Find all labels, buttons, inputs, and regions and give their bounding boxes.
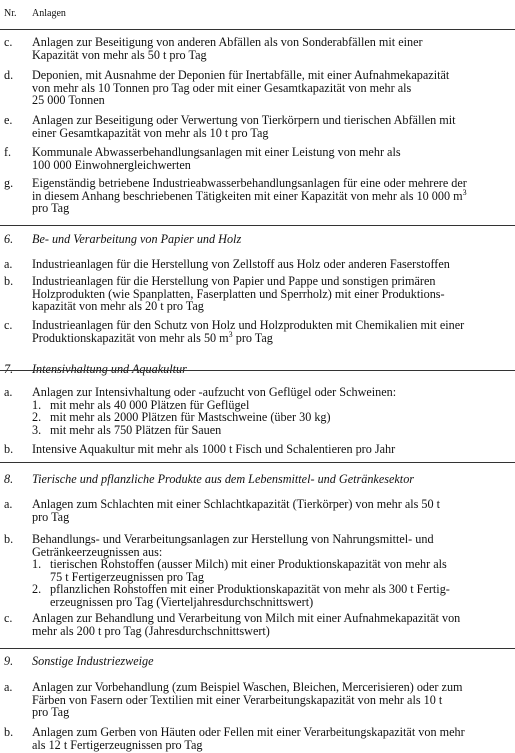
text-line: Tierische und pflanzliche Produkte aus dem Lebensmittel- und Getränkesektor — [32, 472, 415, 486]
list-item-number: 1. — [32, 397, 42, 412]
row-number: 8. — [4, 472, 14, 486]
row-text — [32, 275, 512, 313]
row-number: d. — [4, 68, 14, 82]
row-number: e. — [4, 113, 13, 127]
text-line: 25 000 Tonnen — [32, 93, 105, 107]
text-line: mit mehr als 40 000 Plätzen für Geflügel — [50, 397, 250, 412]
row-text — [32, 533, 512, 558]
text-line: pflanzlichen Rohstoffen mit einer Produktionskapazität von mehr als 300 t Fertig- — [50, 582, 450, 596]
text-line: 100 000 Einwohnergleichwerten — [32, 157, 191, 172]
text-line: Färben von Fasern oder Textilien mit einer Verarbeitungskapazität von mehr als 10 t — [32, 692, 443, 707]
row-text — [32, 498, 512, 523]
text-line: mit mehr als 750 Plätzen für Sauen — [50, 422, 222, 437]
row-text — [32, 36, 512, 61]
text-line: Kommunale Abwasserbehandlungsanlagen mit einer Leistung von mehr als — [32, 145, 401, 159]
row-text — [32, 114, 512, 139]
text-tail: pro Tag — [232, 330, 273, 345]
list-item-text — [50, 411, 331, 424]
row-number: 6. — [4, 232, 14, 246]
superscript: 3 — [462, 187, 467, 197]
text-line: von mehr als 10 Tonnen pro Tag oder mit einer Gesamtkapazität von mehr als — [32, 80, 412, 95]
header-nr: Nr. — [4, 8, 17, 19]
list-item-text — [50, 424, 221, 437]
row-number: c. — [4, 35, 13, 49]
row-number: b. — [4, 274, 14, 288]
row-text — [32, 386, 512, 399]
row-number: g. — [4, 176, 14, 190]
text-line: Be- und Verarbeitung von Papier und Holz — [32, 232, 242, 246]
row-number: a. — [4, 497, 13, 511]
text-line: Behandlungs- und Verarbeitungsanlagen zur Herstellung von Nahrungsmittel- und — [32, 532, 434, 546]
row-text — [32, 258, 512, 271]
text-line: Anlagen zur Beseitigung von anderen Abfällen als von Sonderabfällen mit einer — [32, 35, 423, 49]
row-text — [32, 681, 512, 719]
text-line: in diesem Anhang beschriebenen Tätigkeiten mit einer Kapazität von mehr als 10 000 $m^3$ — [32, 187, 467, 203]
row-text — [32, 177, 512, 215]
list-item-number: 1. — [32, 557, 42, 571]
text-line: tierischen Rohstoffen (ausser Milch) mit einer Produktionskapazität von mehr als — [50, 557, 447, 571]
list-item-number: 2. — [32, 582, 42, 596]
list-item-number: 3. — [32, 422, 42, 437]
text-line: Anlagen zur Beseitigung oder Verwertung von Tierkörpern und tierischen Abfällen mit — [32, 113, 456, 127]
text-line: Sonstige Industriezweige — [32, 654, 154, 668]
row-text — [32, 319, 512, 344]
text-line: Kapazität von mehr als 50 t pro Tag — [32, 47, 207, 62]
text-line: kapazität von mehr als 20 t pro Tag — [32, 299, 204, 313]
row-number: b. — [4, 532, 14, 546]
row-number: f. — [4, 145, 12, 159]
text-line: Getränkeerzeugnissen aus: — [32, 544, 163, 559]
row-number: 9. — [4, 654, 14, 668]
text-line: pro Tag — [32, 705, 70, 719]
text-line: Industrieanlagen für die Herstellung von Papier und Pappe und sonstigen primären — [32, 274, 436, 288]
row-text — [32, 655, 512, 668]
text-line: Anlagen zur Behandlung und Verarbeitung von Milch mit einer Aufnahmekapazität von — [32, 611, 461, 625]
text-line: Industrieanlagen für die Herstellung von Zellstoff aus Holz oder anderen Faserstoffen — [32, 257, 450, 271]
row-text — [32, 612, 512, 637]
text-line: Anlagen zur Vorbehandlung (zum Beispiel Waschen, Bleichen, Mercerisieren) oder zum — [32, 680, 463, 694]
row-number: a. — [4, 680, 13, 694]
row-text — [32, 146, 512, 171]
text-line: Anlagen zum Schlachten mit einer Schlachtkapazität (Tierkörper) von mehr als 50 t — [32, 497, 441, 511]
row-number: c. — [4, 318, 13, 332]
section-divider — [0, 225, 515, 226]
text-line: einer Gesamtkapazität von mehr als 10 t pro Tag — [32, 125, 269, 140]
row-text — [32, 443, 512, 456]
text-line: mit mehr als 2000 Plätzen für Mastschweine (über 30 kg) — [50, 410, 331, 424]
text-line: pro Tag — [32, 201, 70, 215]
section-divider — [0, 648, 515, 649]
text-line: Anlagen zum Gerben von Häuten oder Fellen mit einer Verarbeitungskapazität von mehr — [32, 725, 465, 739]
row-text — [32, 233, 512, 246]
section-divider — [0, 370, 515, 371]
row-number: a. — [4, 257, 13, 271]
row-number: a. — [4, 385, 13, 399]
row-number: c. — [4, 611, 13, 625]
text-line: als 12 t Fertigerzeugnissen pro Tag — [32, 737, 203, 752]
list-item-text — [50, 583, 450, 608]
row-text — [32, 69, 512, 107]
text-line: pro Tag — [32, 509, 70, 524]
text-line: Eigenständig betriebene Industrieabwasserbehandlungsanlagen für eine oder mehrere der — [32, 176, 467, 190]
list-item-number: 2. — [32, 410, 42, 424]
row-text — [32, 726, 512, 751]
row-text — [32, 473, 512, 486]
text-line: mehr als 200 t pro Tag (Jahresdurchschnittswert) — [32, 623, 270, 638]
text-line: Deponien, mit Ausnahme der Deponien für Inertabfälle, mit einer Aufnahmekapazität — [32, 68, 450, 82]
text-line: Intensivhaltung und Aquakultur — [32, 362, 187, 376]
row-number: 7. — [4, 362, 14, 376]
text-line: Anlagen zur Intensivhaltung oder -aufzucht von Geflügel oder Schweinen: — [32, 385, 397, 399]
list-item-text — [50, 558, 447, 583]
text-line: Industrieanlagen für den Schutz von Holz und Holzprodukten mit Chemikalien mit einer — [32, 318, 465, 332]
text-line: Holzprodukten (wie Spanplatten, Faserplatten und Sperrholz) mit einer Produktions- — [32, 286, 445, 301]
header-divider — [0, 29, 515, 30]
text-line: Produktionskapazität von mehr als 50 $m^3$ pro Tag — [32, 329, 273, 345]
row-number: b. — [4, 725, 14, 739]
text-line: 75 t Fertigerzeugnissen pro Tag — [50, 569, 204, 584]
section-divider — [0, 462, 515, 463]
text-line: Intensive Aquakultur mit mehr als 1000 t Fisch und Schalentieren pro Jahr — [32, 442, 396, 456]
header-title: Anlagen — [32, 8, 66, 19]
text-line: erzeugnissen pro Tag (Vierteljahresdurchschnittswert) — [50, 594, 314, 609]
row-number: b. — [4, 442, 14, 456]
superscript: 3 — [228, 329, 233, 339]
